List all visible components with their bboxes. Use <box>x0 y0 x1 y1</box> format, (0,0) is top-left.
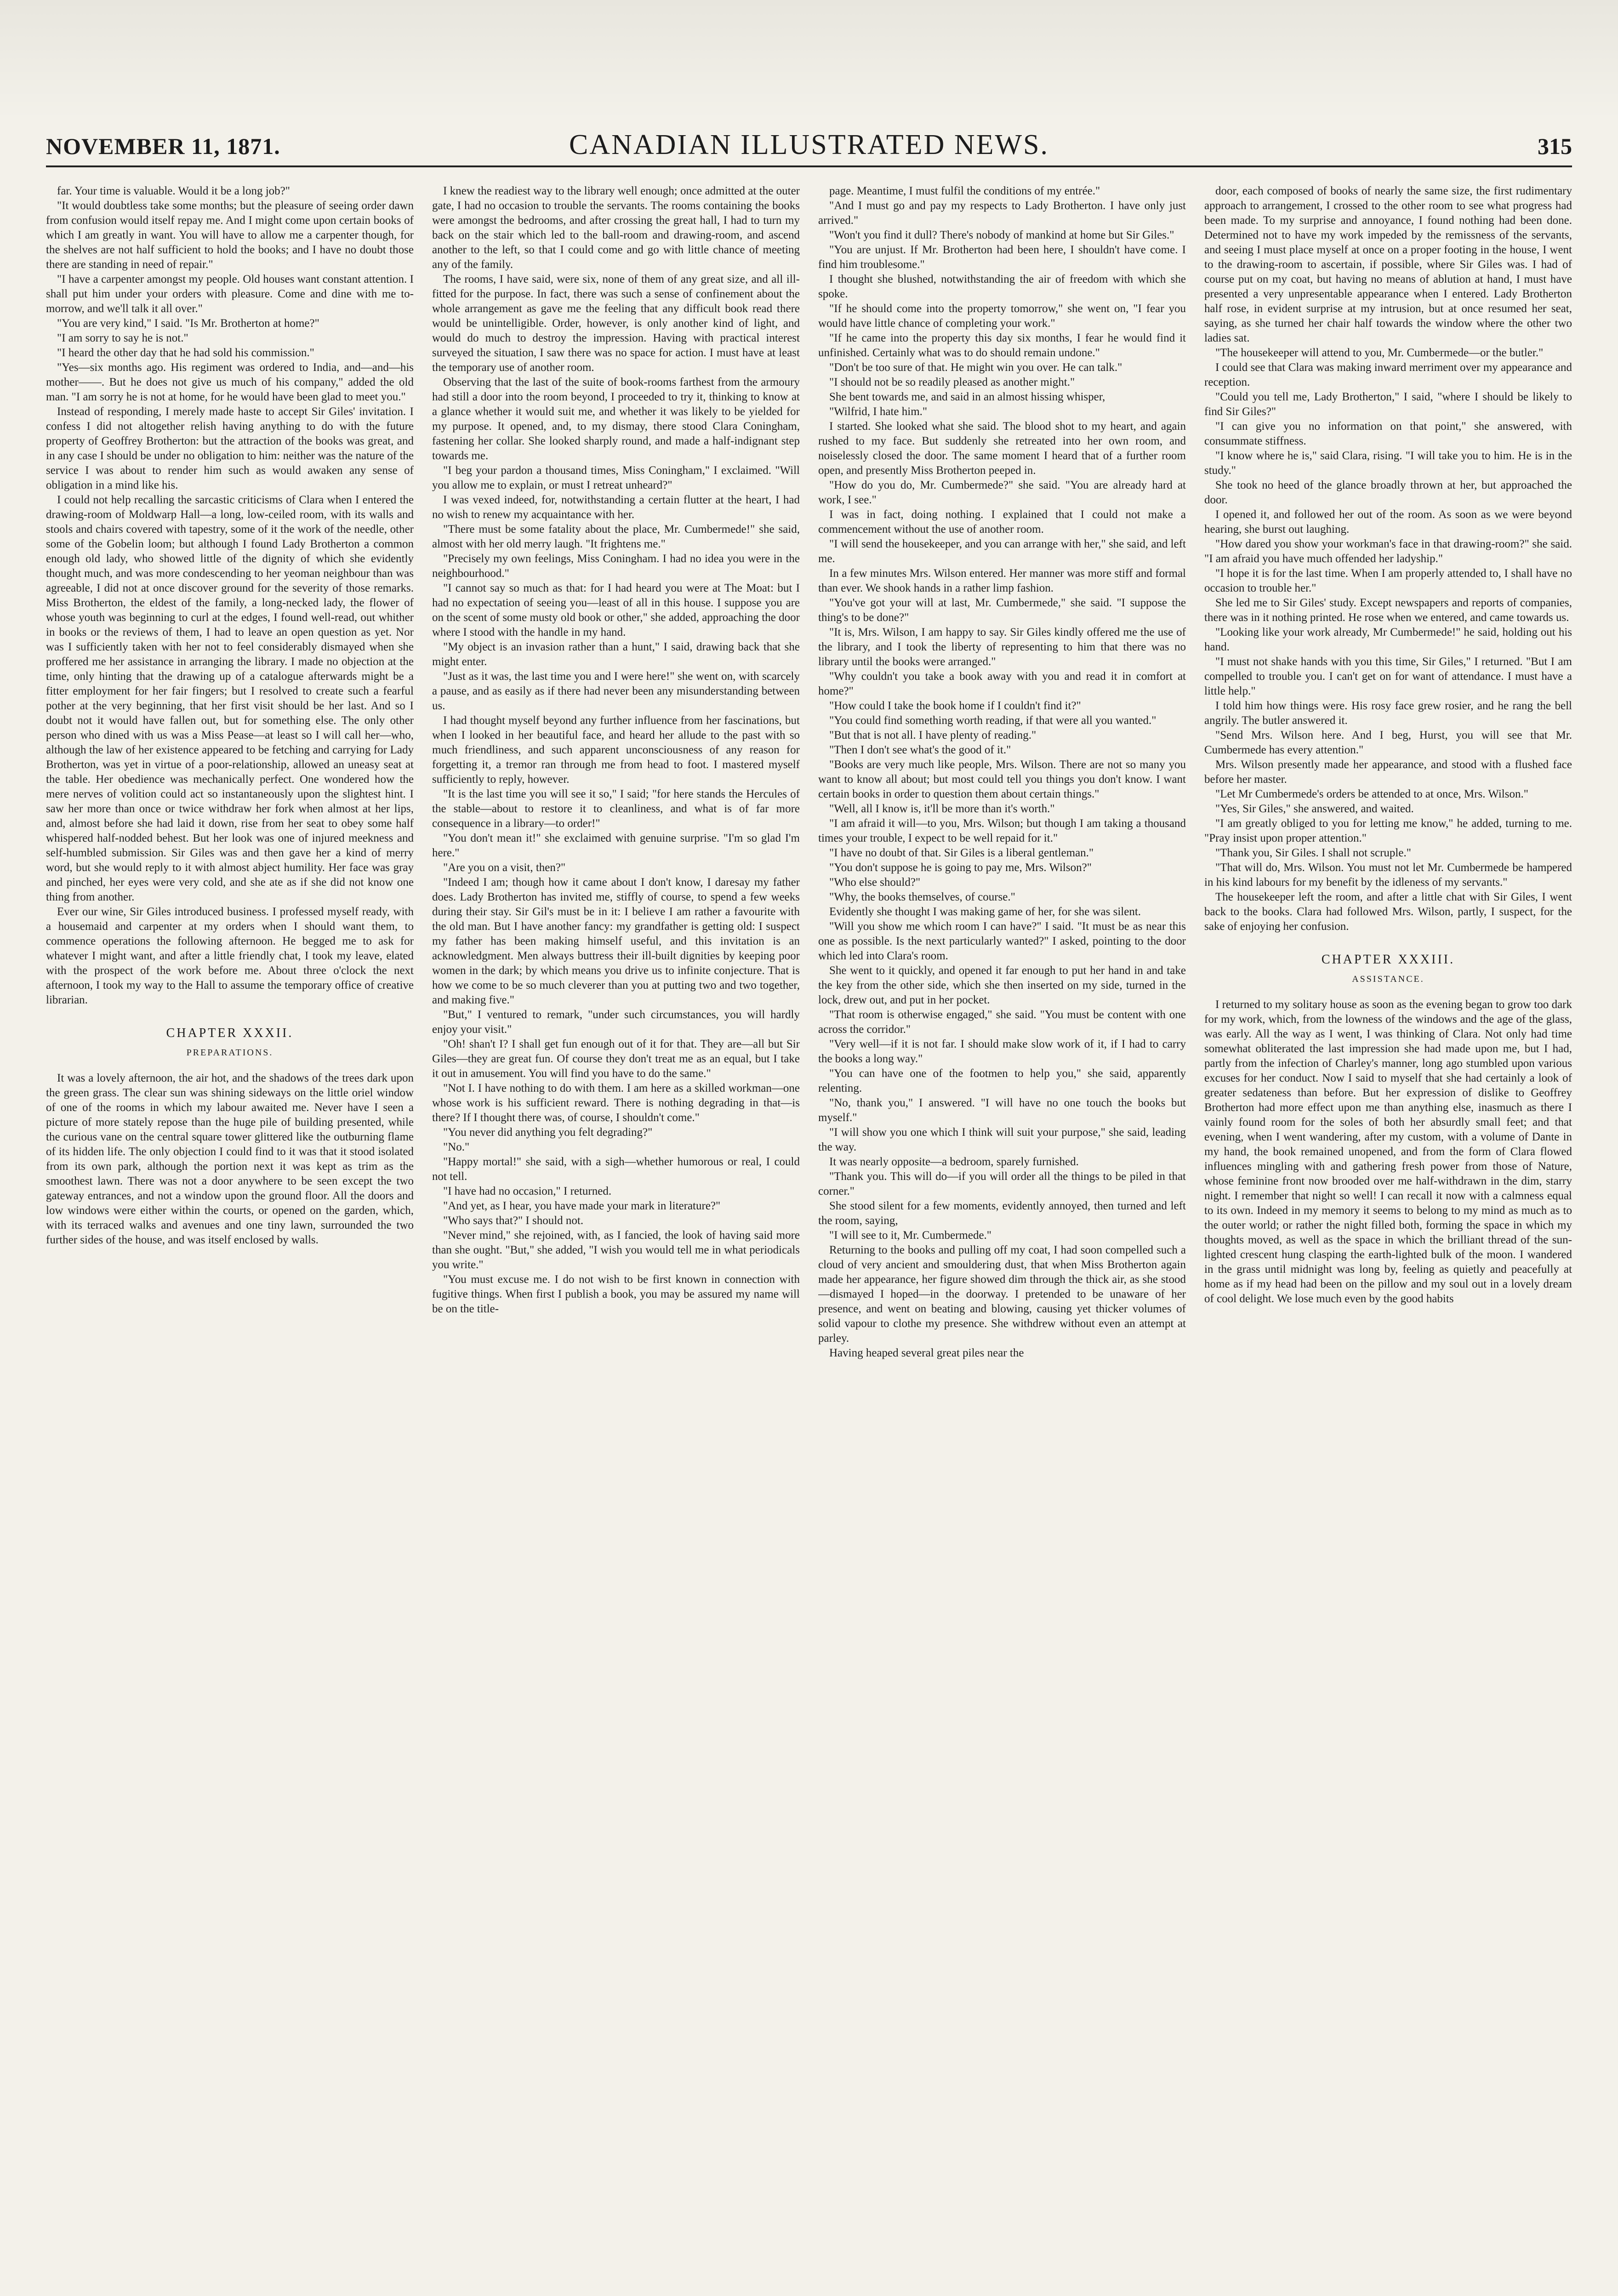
paragraph: Mrs. Wilson presently made her appearance, and stood with a flushed face before her master. <box>1204 758 1572 786</box>
paragraph: "Well, all I know is, it'll be more than it's worth." <box>829 803 1055 815</box>
text-columns <box>46 184 1572 2262</box>
paragraph: "I must not shake hands with you this time, Sir Giles," I returned. "But I am compelled to trouble you. I can't get on for want of attendance. I must have a little help." <box>1204 655 1572 697</box>
paragraph: "Never mind," she rejoined, with, as I fancied, the look of having said more than she ought. "But," she added, "I wish you would tell me in what periodicals you write." <box>432 1229 800 1271</box>
paragraph: "I will show you one which I think will suit your purpose," she said, leading the way. <box>818 1126 1186 1153</box>
paragraph: "Why, the books themselves, of course." <box>829 891 1015 903</box>
paragraph: "You are unjust. If Mr. Brotherton had been here, I shouldn't have come. I find him troublesome." <box>818 244 1186 271</box>
paragraph: "You never did anything you felt degrading?" <box>443 1126 653 1139</box>
paragraph: "There must be some fatality about the place, Mr. Cumbermede!" she said, almost with her old merry laugh. "It frightens me." <box>432 523 800 550</box>
paragraph: The housekeeper left the room, and after a little chat with Sir Giles, I went back to the books. Clara had followed Mrs. Wilson, partly, I suspect, for the sake of enjoying her confusion. <box>1204 891 1572 933</box>
paragraph: door, each composed of books of nearly the same size, the first rudimentary approach to arrangement, I crossed to the other room to see what progress had been made. To my surprise and annoyance, I found nothing had been done. Determined not to have my work impeded by the remissness of the servants, and seeing I must place myself at once on a proper footing in the house, I went to the drawing-room to ascertain, if possible, where Sir Giles was. I had of course put on my coat, but having no means of ablution at hand, I must have presented a very unpresentable appearance when I entered. Lady Brotherton half rose, in evident surprise at my intrusion, but at once resumed her seat, saying, as she turned her chair half towards the window where the other two ladies sat. <box>1204 185 1572 344</box>
paragraph: "Thank you, Sir Giles. I shall not scruple." <box>1215 847 1411 859</box>
paragraph: "Who else should?" <box>829 876 921 889</box>
paragraph: Ever our wine, Sir Giles introduced business. I professed myself ready, with a housemaid and carpenter at my orders when I should want them, to commence operations the following afternoon. He begged me to ask for whatever I might want, and after a little friendly chat, I took my leave, elated with the prospect of the work before me. About three o'clock the next afternoon, I took my way to the Hall to assume the temporary office of creative librarian. <box>46 906 414 1006</box>
paragraph: I thought she blushed, notwithstanding the air of freedom with which she spoke. <box>818 273 1186 300</box>
paragraph: "I am afraid it will—to you, Mrs. Wilson; but though I am taking a thousand times your trouble, I expect to be well repaid for it." <box>818 817 1186 844</box>
paragraph: "My object is an invasion rather than a hunt," I said, drawing back that she might enter. <box>432 641 800 668</box>
paragraph: Observing that the last of the suite of book-rooms farthest from the armoury had still a door into the room beyond, I proceeded to try it, thinking to know at a glance whether it would suit me, and whether it was likely to be yielded for my purpose. It opened, and, to my dismay, there stood Clara Coningham, fastening her collar. She looked sharply round, and made a half-indignant step towards me. <box>432 376 800 462</box>
paragraph: I opened it, and followed her out of the room. As soon as we were beyond hearing, she burst out laughing. <box>1204 508 1572 536</box>
paragraph: "You don't suppose he is going to pay me, Mrs. Wilson?" <box>829 861 1092 874</box>
paragraph: "Then I don't see what's the good of it." <box>829 744 1011 756</box>
paragraph: She went to it quickly, and opened it far enough to put her hand in and take the key from the other side, which she then inserted on my side, turned in the lock, drew out, and put in her pocket. <box>818 964 1186 1006</box>
header-rule <box>46 165 1572 167</box>
paragraph: "It is the last time you will see it so," I said; "for here stands the Hercules of the stable—about to restore it to cleanliness, and what is of far more consequence in a library—to order!" <box>432 788 800 830</box>
paragraph: "The housekeeper will attend to you, Mr. Cumbermede—or the butler." <box>1215 347 1544 359</box>
paragraph: "I have no doubt of that. Sir Giles is a liberal gentleman." <box>829 847 1094 859</box>
paragraph: "Oh! shan't I? I shall get fun enough out of it for that. They are—all but Sir Giles—they are great fun. Of course they don't treat me as an equal, but I take it out in amusement. You will find you have to do the same." <box>432 1038 800 1080</box>
paragraph: I was vexed indeed, for, notwithstanding a certain flutter at the heart, I had no wish to renew my acquaintance with her. <box>432 494 800 521</box>
paragraph: "Books are very much like people, Mrs. Wilson. There are not so many you want to know all about; but most could tell you things you don't know. I want certain books in order to question them about certain things." <box>818 758 1186 800</box>
paragraph: I knew the readiest way to the library well enough; once admitted at the outer gate, I had no occasion to trouble the servants. The rooms containing the books were amongst the bedrooms, and after crossing the great hall, I had to turn my back on the stair which led to the ball-room and drawing-room, and ascend another to the left, so that I could come and go with little chance of meeting any of the family. <box>432 185 800 271</box>
chapter-heading: CHAPTER XXXII. <box>166 1026 294 1040</box>
paragraph: "It is, Mrs. Wilson, I am happy to say. Sir Giles kindly offered me the use of the library, and I took the liberty of representing to him that there was no library until the books were arranged." <box>818 626 1186 668</box>
paragraph: It was nearly opposite—a bedroom, sparely furnished. <box>829 1156 1079 1168</box>
paragraph: I had thought myself beyond any further influence from her fascinations, but when I looked in her beautiful face, and heard her allude to the past with so much friendliness, and such apparent unconsciousness of any reason for forgetting it, a tremor ran through me from head to foot. I mastered myself sufficiently to reply, however. <box>432 714 800 786</box>
masthead-title: CANADIAN ILLUSTRATED NEWS. <box>569 129 1049 160</box>
column-1 <box>46 184 414 2262</box>
page-number: 315 <box>1538 133 1572 159</box>
paragraph: "If he should come into the property tomorrow," she went on, "I fear you would have little chance of completing your work." <box>818 302 1186 330</box>
paragraph: "Indeed I am; though how it came about I don't know, I daresay my father does. Lady Brotherton has invited me, stiffly of course, to spend a few weeks during their stay. Sir Gil's must be in it: I believe I am rather a favourite with the old man. But I have another fancy: my grandfather is getting old: I suspect my father has been making himself useful, and this invitation is an acknowledgment. Men always buttress their ill-built dignities by keeping poor women in the dark; by which means you drive us to infinite conjecture. That is how we come to be so much cleverer than you at putting two and two together, and making five." <box>432 876 800 1006</box>
chapter-heading: CHAPTER XXXIII. <box>1321 952 1455 967</box>
paragraph: "It would doubtless take some months; but the pleasure of seeing order dawn from confusion would itself repay me. And I might come upon certain books of which I am greatly in want. You will have to allow me a carpenter though, for the shelves are not half sufficient to hold the books; and I have no doubt those there are standing in need of repair." <box>46 199 414 271</box>
paragraph: "I am sorry to say he is not." <box>57 332 188 344</box>
paragraph: "Not I. I have nothing to do with them. I am here as a skilled workman—one whose work is his sufficient reward. There is nothing degrading in that—is there? If I thought there was, of course, I shouldn't come." <box>432 1082 800 1124</box>
paragraph: I could not help recalling the sarcastic criticisms of Clara when I entered the drawing-room of Moldwarp Hall—a long, low-ceiled room, with its walls and stools and chairs covered with tapestry, some of it the work of the needle, other some of the Gobelin loom; but although I found Lady Brotherton a common enough old lady, who showed little of the dignity of which she evidently thought much, and was more condescending to her yeoman neighbour than was agreeable, I did not at once discover ground for the severity of those remarks. Miss Brotherton, the eldest of the family, a long-necked lady, the flower of whose youth was beginning to curl at the edges, I found well-read, out whither in books or the reviews of them, I had to leave an open question as yet. Nor was I sufficiently taken with her not to feel considerably dismayed when she proffered me her assistance in arranging the library. I made no objection at the time, only hinting that the drawing up of a catalogue afterwards might be a fitter employment for her fair fingers; but I resolved to create such a fearful pother at the very beginning, that her first visit should be her last. And so I doubt not it would have fallen out, but for something else. The only other person who dined with us was a Miss Pease—at least so I will call her—who, although the law of her existence appeared to be fetching and carrying for Lady Brotherton, was yet in virtue of a poor-relationship, allowed an uneasy seat at the table. Her obedience was mechanically perfect. One wondered how the mere nerves of volition could act so instantaneously upon the slightest hint. I saw her more than once or twice withdraw her fork when almost at her lips, and, almost before she had laid it down, rise from her seat to obey some half whispered half-nodded behest. But her look was one of injured meekness and self-humbled submission. Sir Giles was and then gave her a kind of merry word, but she would reply to it with almost abject humility. Her face was gray and pinched, her eyes were very cold, and she ate as if she did not know one thing from another. <box>46 494 414 903</box>
paragraph: "I will send the housekeeper, and you can arrange with her," she said, and left me. <box>818 538 1186 565</box>
paragraph: "Happy mortal!" she said, with a sigh—whether humorous or real, I could not tell. <box>432 1156 800 1183</box>
paragraph: "No, thank you," I answered. "I will have no one touch the books but myself." <box>818 1097 1186 1124</box>
paragraph: "Wilfrid, I hate him." <box>829 405 928 418</box>
paragraph: "But," I ventured to remark, "under such circumstances, you will hardly enjoy your visit." <box>432 1008 800 1036</box>
paragraph: "You must excuse me. I do not wish to be first known in connection with fugitive things. When first I publish a book, you may be assured my name will be on the title- <box>432 1273 800 1315</box>
paragraph: She led me to Sir Giles' study. Except newspapers and reports of companies, there was in it nothing printed. He rose when we entered, and came towards us. <box>1204 597 1572 624</box>
page-header <box>46 129 1572 161</box>
paragraph: "That room is otherwise engaged," she said. "You must be content with one across the corridor." <box>818 1008 1186 1036</box>
paragraph: "You've got your will at last, Mr. Cumbermede," she said. "I suppose the thing's to be done?" <box>818 597 1186 624</box>
paragraph: "Very well—if it is not far. I should make slow work of it, if I had to carry the books a long way." <box>818 1038 1186 1065</box>
paragraph: "I should not be so readily pleased as another might." <box>829 376 1075 388</box>
paragraph: "I hope it is for the last time. When I am properly attended to, I shall have no occasion to trouble her." <box>1204 567 1572 594</box>
paragraph: She took no heed of the glance broadly thrown at her, but approached the door. <box>1204 479 1572 506</box>
paragraph: "Why couldn't you take a book away with you and read it in comfort at home?" <box>818 670 1186 697</box>
paragraph: "I have had no occasion," I returned. <box>443 1185 612 1197</box>
paragraph: "Don't be too sure of that. He might win you over. He can talk." <box>829 361 1122 374</box>
paragraph: I was in fact, doing nothing. I explained that I could not make a commencement without the use of another room. <box>818 508 1186 536</box>
chapter-subtitle: ASSISTANCE. <box>1352 974 1424 984</box>
paragraph: Returning to the books and pulling off my coat, I had soon compelled such a cloud of very ancient and smouldering dust, that when Miss Brotherton again made her appearance, her figure showed dim through the thick air, as she stood—dismayed I hoped—in the doorway. I pretended to be unaware of her presence, and went on beating and blowing, causing yet thicker volumes of solid vapour to clothe my presence. She withdrew without even an attempt at parley. <box>818 1244 1186 1345</box>
paragraph: "Yes, Sir Giles," she answered, and waited. <box>1215 803 1414 815</box>
column-3 <box>818 184 1186 2262</box>
column-4 <box>1204 184 1572 2262</box>
paragraph: "Could you tell me, Lady Brotherton," I said, "where I should be likely to find Sir Giles?" <box>1204 391 1572 418</box>
paragraph: She bent towards me, and said in an almost hissing whisper, <box>829 391 1105 403</box>
paragraph: "Looking like your work already, Mr Cumbermede!" he said, holding out his hand. <box>1204 626 1572 653</box>
paragraph: "I am greatly obliged to you for letting me know," he added, turning to me. "Pray insist upon proper attention." <box>1204 817 1572 844</box>
paragraph: "That will do, Mrs. Wilson. You must not let Mr. Cumbermede be hampered in his kind labours for my benefit by the idleness of my servants." <box>1204 861 1572 889</box>
paragraph: "You don't mean it!" she exclaimed with genuine surprise. "I'm so glad I'm here." <box>432 832 800 859</box>
paragraph: "You could find something worth reading, if that were all you wanted." <box>829 714 1157 727</box>
paragraph: "You can have one of the footmen to help you," she said, apparently relenting. <box>818 1067 1186 1094</box>
paragraph: far. Your time is valuable. Would it be a long job?" <box>57 185 290 197</box>
paragraph: I returned to my solitary house as soon as the evening began to grow too dark for my work, which, from the lowness of the windows and the age of the glass, was early. All the way as I went, I was thinking of Clara. Not only had time somewhat obliterated the last impression she had made upon me, but I had, partly from the infection of Charley's manner, long ago stumbled upon various excuses for her conduct. Now I said to myself that she had certainly a look of greater sedateness than before. But her expression of dislike to Geoffrey Brotherton had more effect upon me than anything else, inasmuch as there I vainly found room for the soles of both her absurdly small feet; and that evening, when I went wandering, after my custom, with a volume of Dante in my hand, the book remained unopened, and from the form of Clara flowed influences mingling with and gathering fresh power from those of Nature, whose feminine front now brooded over me half-withdrawn in the dim, starry night. I remember that night so well! I can recall it now with a calmness equal to its own. Indeed in my memory it seems to belong to my mind as much as to the outer world; or rather the night filled both, forming the space in which my thoughts moved, as well as the space in which the brilliant thread of the sun-lighted crescent hung clasping the earth-lighted bulk of the moon. I wandered in the grass until midnight was long by, feeling as quietly and peacefully at home as if my head had been on the pillow and my soul out in a lovely dream of cool delight. We lose much even by the good habits <box>1204 998 1572 1305</box>
paragraph: I started. She looked what she said. The blood shot to my heart, and again rushed to my face. But suddenly she retreated into her own room, and noiselessly closed the door. The same moment I heard that of a further room open, and presently Miss Brotherton peeped in. <box>818 420 1186 477</box>
paragraph: "Yes—six months ago. His regiment was ordered to India, and—and—his mother——. But he does not give us much of his company," added the old man. "I am sorry he is not at home, for he would have been glad to meet you." <box>46 361 414 403</box>
paper-texture <box>0 0 1618 120</box>
paragraph: She stood silent for a few moments, evidently annoyed, then turned and left the room, saying, <box>818 1200 1186 1227</box>
paragraph: "But that is not all. I have plenty of reading." <box>829 729 1037 741</box>
paragraph: "How do you do, Mr. Cumbermede?" she said. "You are already hard at work, I see." <box>818 479 1186 506</box>
paragraph: "Send Mrs. Wilson here. And I beg, Hurst, you will see that Mr. Cumbermede has every attention." <box>1204 729 1572 756</box>
paragraph: "Thank you. This will do—if you will order all the things to be piled in that corner." <box>818 1170 1186 1197</box>
paragraph: "Precisely my own feelings, Miss Coningham. I had no idea you were in the neighbourhood." <box>432 553 800 580</box>
paragraph: "Won't you find it dull? There's nobody of mankind at home but Sir Giles." <box>829 229 1174 241</box>
paragraph: "How dared you show your workman's face in that drawing-room?" she said. "I am afraid you have much offended her ladyship." <box>1204 538 1572 565</box>
paragraph: "Let Mr Cumbermede's orders be attended to at once, Mrs. Wilson." <box>1215 788 1528 800</box>
paragraph: Instead of responding, I merely made haste to accept Sir Giles' invitation. I confess I did not altogether relish having anything to do with the future property of Geoffrey Brotherton: but the attraction of the books was great, and in any case I should be under no obligation to him: neither was the nature of the service I was about to render him such as would awaken any sense of obligation in a mind like his. <box>46 405 414 491</box>
paragraph: "I cannot say so much as that: for I had heard you were at The Moat: but I had no expectation of seeing you—least of all in this house. I suppose you are on the scent of some musty old book or other," she added, approaching the door where I stood with the handle in my hand. <box>432 582 800 638</box>
paragraph: I could see that Clara was making inward merriment over my appearance and reception. <box>1204 361 1572 388</box>
paragraph: "I know where he is," said Clara, rising. "I will take you to him. He is in the study." <box>1204 450 1572 477</box>
paragraph: The rooms, I have said, were six, none of them of any great size, and all ill-fitted for the purpose. In fact, there was such a sense of confinement about the whole arrangement as gave me the feeling that any difficult book read there would be unintelligible. Order, however, is only another kind of light, and would do much to destroy the impression. Having with practical interest surveyed the situation, I saw there was no space for action. I must have at least the temporary use of another room. <box>432 273 800 374</box>
paragraph: "I beg your pardon a thousand times, Miss Coningham," I exclaimed. "Will you allow me to explain, or must I retreat unheard?" <box>432 464 800 491</box>
paragraph: "How could I take the book home if I couldn't find it?" <box>829 700 1081 712</box>
paragraph: In a few minutes Mrs. Wilson entered. Her manner was more stiff and formal than ever. We shook hands in a rather limp fashion. <box>818 567 1186 594</box>
paragraph: "I will see to it, Mr. Cumbermede." <box>829 1229 991 1242</box>
paragraph: "And I must go and pay my respects to Lady Brotherton. I have only just arrived." <box>818 199 1186 227</box>
chapter-subtitle: PREPARATIONS. <box>186 1048 273 1058</box>
paragraph: "You are very kind," I said. "Is Mr. Brotherton at home?" <box>57 317 319 330</box>
paragraph: Evidently she thought I was making game of her, for she was silent. <box>829 906 1141 918</box>
paragraph: "And yet, as I hear, you have made your mark in literature?" <box>443 1200 721 1212</box>
paragraph: I told him how things were. His rosy face grew rosier, and he rang the bell angrily. The butler answered it. <box>1204 700 1572 727</box>
paragraph: "No." <box>443 1141 470 1153</box>
paragraph: "Are you on a visit, then?" <box>443 861 566 874</box>
paragraph: "Just as it was, the last time you and I were here!" she went on, with scarcely a pause, and as easily as if there had never been any misunderstanding between us. <box>432 670 800 712</box>
paragraph: "Who says that?" I should not. <box>443 1214 584 1227</box>
paragraph: It was a lovely afternoon, the air hot, and the shadows of the trees dark upon the green grass. The clear sun was shining sideways on the little oriel window of one of the rooms in which my labour awaited me. Never have I seen a picture of more stately repose than the huge pile of building presented, while the curious vane on the central square tower glittered like the outburning flame of its hidden life. The only objection I could find to it was that it stood isolated from its own park, although the portion next it was kept as trim as the smoothest lawn. There was not a door anywhere to be seen except the two gateway entrances, and not a window upon the ground floor. All the doors and low windows were either within the courts, or opened on the garden, which, with its terraced walks and avenues and one tiny lawn, surrounded the two further sides of the house, and was itself enclosed by walls. <box>46 1072 414 1246</box>
paragraph: "Will you show me which room I can have?" I said. "It must be as near this one as possible. Is the next particularly wanted?" I asked, pointing to the door which led into Clara's room. <box>818 920 1186 962</box>
paragraph: "I can give you no information on that point," she answered, with consummate stiffness. <box>1204 420 1572 447</box>
paragraph: "I have a carpenter amongst my people. Old houses want constant attention. I shall put him under your orders with pleasure. Come and dine with me to-morrow, and we'll talk it all over." <box>46 273 414 315</box>
issue-date: NOVEMBER 11, 1871. <box>46 133 280 159</box>
column-2 <box>432 184 800 2262</box>
paragraph: Having heaped several great piles near the <box>829 1347 1024 1359</box>
paragraph: page. Meantime, I must fulfil the conditions of my entrée." <box>829 185 1100 197</box>
paragraph: "I heard the other day that he had sold his commission." <box>57 347 314 359</box>
paragraph: "If he came into the property this day six months, I fear he would find it unfinished. Certainly what was to do should remain undone." <box>818 332 1186 359</box>
